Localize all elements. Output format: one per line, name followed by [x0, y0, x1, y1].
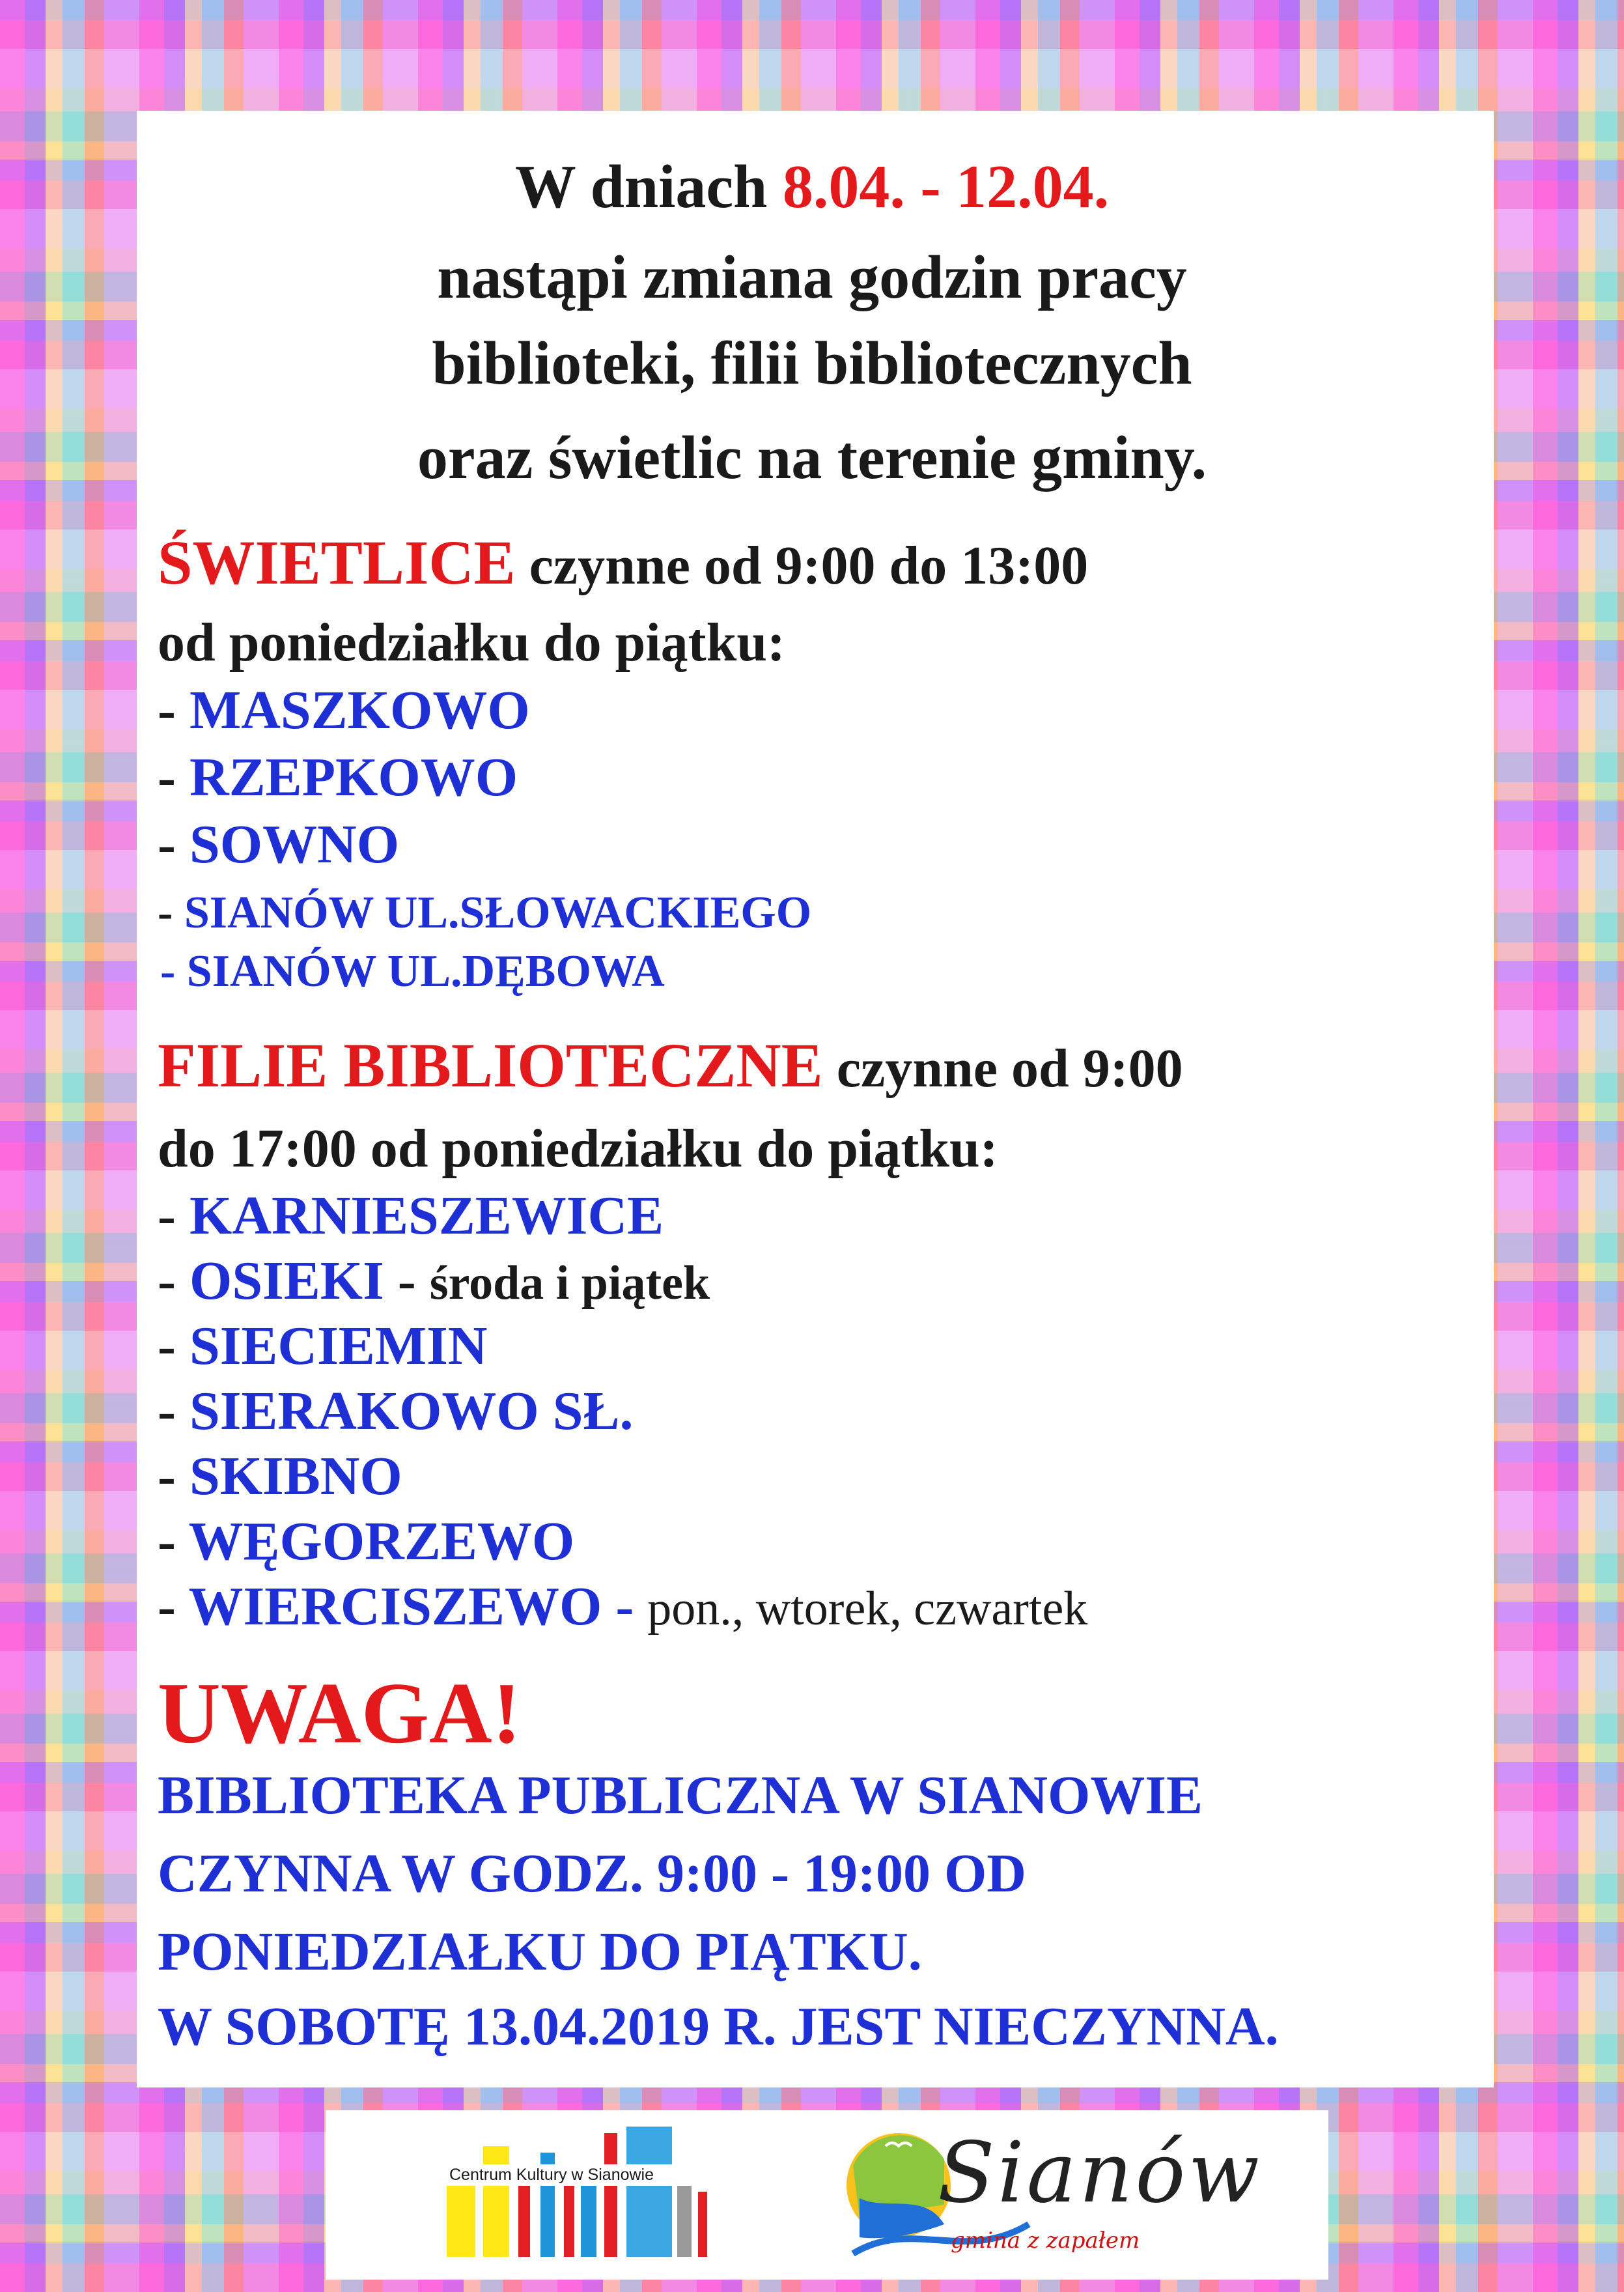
filie-item: - SIECIEMIN [158, 1316, 488, 1376]
header-prefix: W dniach [514, 153, 783, 221]
filie-item-name: KARNIESZEWICE [189, 1185, 664, 1246]
filie-item-name: WIERCISZEWO [188, 1576, 602, 1637]
swietlice-item: - SOWNO [158, 814, 400, 875]
header-line-3: biblioteki, filii bibliotecznych [432, 330, 1192, 397]
filie-title: FILIE BIBLIOTECZNE [158, 1030, 823, 1100]
uwaga-title: UWAGA! [158, 1665, 522, 1761]
header-dates: 8.04. - 12.04. [782, 153, 1110, 221]
filie-item-note: pon., wtorek, czwartek [647, 1582, 1088, 1635]
header-line-2: nastąpi zmiana godzin pracy [437, 244, 1187, 311]
swietlice-item: - SIANÓW UL.SŁOWACKIEGO [158, 888, 812, 938]
sianow-tagline: gmina z zapałem [951, 2228, 1140, 2254]
swietlice-title: ŚWIETLICE [158, 528, 516, 597]
filie-item: - WIERCISZEWO - pon., wtorek, czwartek [158, 1576, 1088, 1637]
swietlice-item: - MASZKOWO [158, 680, 530, 741]
filie-item: - SKIBNO [158, 1446, 402, 1507]
filie-item-note: środa i piątek [429, 1256, 710, 1310]
centrum-kultury-text: Centrum Kultury w Sianowie [447, 2164, 725, 2186]
swietlice-item-name: SOWNO [189, 814, 400, 875]
swietlice-hours: czynne od 9:00 do 13:00 [515, 535, 1089, 596]
header-line-4: oraz świetlic na terenie gminy. [417, 424, 1207, 492]
filie-item-name: SIERAKOWO SŁ. [189, 1381, 634, 1441]
filie-item-name: OSIEKI [189, 1251, 384, 1311]
swietlice-item-name: RZEPKOWO [189, 747, 518, 808]
uwaga-line: PONIEDZIAŁKU DO PIĄTKU. [158, 1921, 922, 1982]
swietlice-days: od poniedziałku do piątku: [158, 612, 786, 673]
swietlice-item: - SIANÓW UL.DĘBOWA [160, 946, 665, 997]
filie-item: - SIERAKOWO SŁ. [158, 1381, 634, 1441]
filie-item-name: SKIBNO [189, 1446, 402, 1507]
sianow-wordmark: Sianów [938, 2125, 1262, 2222]
filie-hours: czynne od 9:00 [822, 1038, 1183, 1099]
filie-days: do 17:00 od poniedziałku do piątku: [158, 1118, 998, 1179]
filie-item: - WĘGORZEWO [158, 1511, 575, 1572]
header-line-1 [0, 151, 1624, 223]
swietlice-item-name: SIANÓW UL.SŁOWACKIEGO [184, 888, 812, 938]
filie-item: - KARNIESZEWICE [158, 1185, 664, 1246]
filie-item-name: WĘGORZEWO [188, 1511, 575, 1572]
uwaga-line: W SOBOTĘ 13.04.2019 R. JEST NIECZYNNA. [158, 1996, 1279, 2057]
swietlice-item: - RZEPKOWO [158, 747, 518, 808]
swietlice-heading [158, 526, 1088, 599]
uwaga-line: BIBLIOTEKA PUBLICZNA W SIANOWIE [158, 1765, 1203, 1826]
swietlice-item-name: MASZKOWO [189, 680, 530, 741]
centrum-kultury-logo [443, 2127, 716, 2257]
filie-item: - OSIEKI - środa i piątek [158, 1251, 710, 1311]
filie-heading [158, 1029, 1183, 1101]
uwaga-line: CZYNNA W GODZ. 9:00 - 19:00 OD [158, 1843, 1026, 1904]
filie-item-name: SIECIEMIN [189, 1316, 488, 1376]
